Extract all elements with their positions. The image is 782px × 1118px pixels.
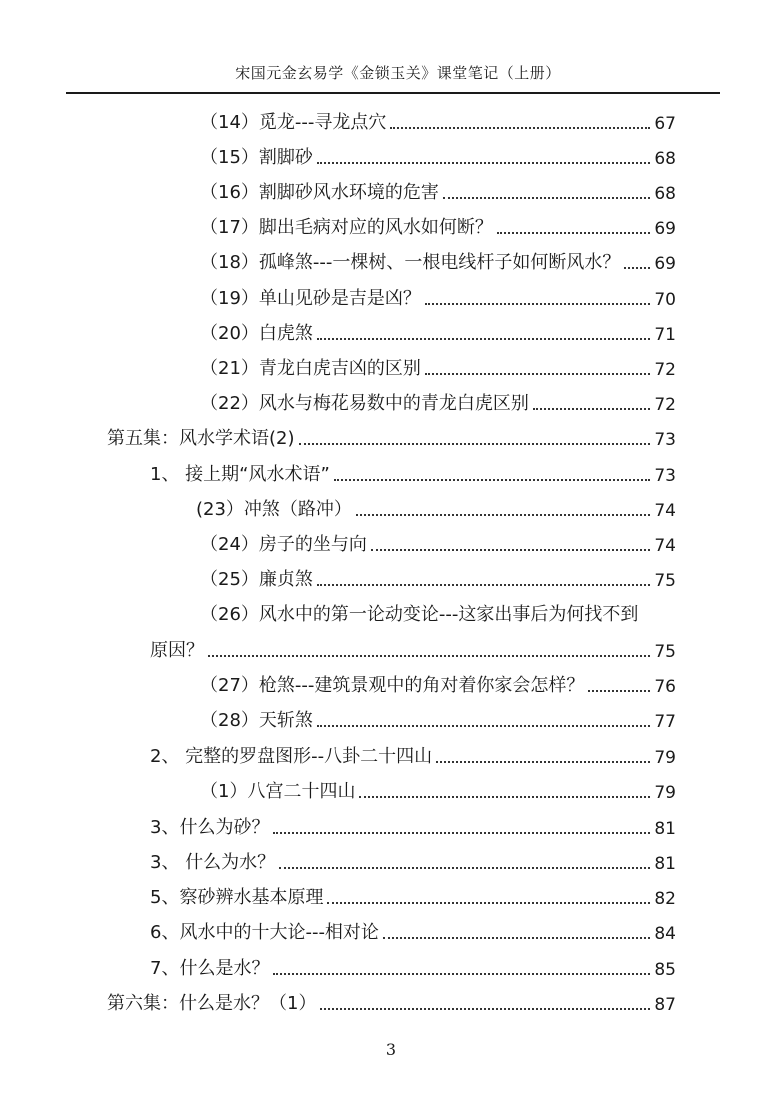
toc-entry-page: 75 [654, 571, 676, 591]
toc-entry-page: 87 [654, 995, 676, 1015]
toc-entry-title: （16）割脚砂风水环境的危害 [200, 182, 439, 203]
dot-leader [317, 584, 650, 586]
toc-entry [200, 244, 676, 274]
toc-entry [150, 738, 676, 768]
dot-leader [390, 127, 650, 129]
toc-entry [200, 596, 676, 626]
dot-leader [317, 338, 650, 340]
toc-entry-title: 2、 完整的罗盘图形--八卦二十四山 [150, 746, 433, 767]
dot-leader [359, 796, 650, 798]
toc-entry-page: 82 [654, 889, 676, 909]
toc-entry-page: 67 [654, 114, 676, 134]
toc-entry-page: 73 [654, 466, 676, 486]
toc-entry [196, 491, 676, 521]
dot-leader [624, 267, 650, 269]
dot-leader [425, 373, 650, 375]
toc-entry-title: (23）冲煞（路冲） [196, 499, 352, 520]
toc-entry-page: 75 [654, 642, 676, 662]
toc-entry-page: 79 [654, 748, 676, 768]
toc-entry-page: 79 [654, 783, 676, 803]
dot-leader [327, 902, 650, 904]
toc-entry [150, 809, 676, 839]
toc-entry-page: 81 [654, 854, 676, 874]
dot-leader [273, 832, 650, 834]
toc-entry-title: （24）房子的坐与向 [200, 534, 367, 555]
toc-entry [200, 174, 676, 204]
dot-leader [356, 514, 650, 516]
toc-entry [200, 526, 676, 556]
toc-entry [200, 561, 676, 591]
toc-entry-title: （20）白虎煞 [200, 323, 313, 344]
toc-entry [200, 350, 676, 380]
toc-entry-page: 71 [654, 325, 676, 345]
toc-entry [200, 104, 676, 134]
dot-leader [425, 303, 650, 305]
dot-leader [436, 761, 650, 763]
dot-leader [371, 549, 650, 551]
toc-entry-title: （19）单山见砂是吉是凶？ [200, 288, 421, 309]
toc-entry [200, 315, 676, 345]
toc-entry-title: 原因？ [150, 640, 204, 661]
toc-entry-continuation [150, 632, 676, 662]
toc-entry-title: 3、什么为砂？ [150, 817, 270, 838]
toc-entry-page: 72 [654, 395, 676, 415]
toc-entry-title: 5、察砂辨水基本原理 [150, 887, 324, 908]
toc-entry [150, 879, 676, 909]
toc-entry-title: （21）青龙白虎吉凶的区别 [200, 358, 421, 379]
toc-entry-title: （14）觅龙---寻龙点穴 [200, 112, 387, 133]
dot-leader [299, 443, 651, 445]
dot-leader [317, 162, 650, 164]
toc-chapter-entry [107, 420, 676, 450]
toc-entry-title: 7、什么是水？ [150, 958, 270, 979]
toc-entry [200, 280, 676, 310]
page-number: 3 [385, 1040, 397, 1059]
toc-entry-title: （22）风水与梅花易数中的青龙白虎区别 [200, 393, 529, 414]
toc-entry [200, 702, 676, 732]
toc-entry-page: 76 [654, 677, 676, 697]
header-rule [66, 92, 720, 94]
toc-entry [150, 456, 676, 486]
toc-entry [150, 950, 676, 980]
dot-leader [334, 479, 651, 481]
toc-entry-title: （17）脚出毛病对应的风水如何断？ [200, 217, 493, 238]
toc-entry-page: 69 [654, 254, 676, 274]
toc-entry-page: 74 [654, 536, 676, 556]
toc-entry-page: 74 [654, 501, 676, 521]
toc-entry [200, 209, 676, 239]
dot-leader [317, 725, 650, 727]
toc-entry-title: （1）八宫二十四山 [200, 781, 356, 802]
toc-entry-page: 69 [654, 219, 676, 239]
toc-entry [150, 914, 676, 944]
toc-entry-title: （28）天斩煞 [200, 710, 313, 731]
dot-leader [279, 867, 650, 869]
toc-entry-title: 1、 接上期“风水术语” [150, 464, 330, 485]
toc-entry [150, 844, 676, 874]
toc-entry-title: 6、风水中的十大论---相对论 [150, 922, 379, 943]
dot-leader [533, 408, 650, 410]
toc-entry-title: （25）廉贞煞 [200, 569, 313, 590]
toc-entry-page: 85 [654, 960, 676, 980]
toc-entry-page: 70 [654, 290, 676, 310]
dot-leader [443, 197, 650, 199]
toc-entry [200, 667, 676, 697]
toc-entry [200, 773, 676, 803]
toc-entry-page: 68 [654, 184, 676, 204]
toc-entry-page: 77 [654, 712, 676, 732]
toc-entry-page: 72 [654, 360, 676, 380]
toc-entry-page: 73 [654, 430, 676, 450]
toc-entry-page: 84 [654, 924, 676, 944]
toc-entry-title: （18）孤峰煞---一棵树、一根电线杆子如何断风水？ [200, 252, 621, 273]
toc-entry-title: （26）风水中的第一论动变论---这家出事后为何找不到 [200, 604, 639, 625]
toc-chapter-entry [107, 985, 676, 1015]
toc-entry-title: 第五集：风水学术语(2) [107, 428, 295, 449]
dot-leader [588, 690, 650, 692]
dot-leader [273, 973, 650, 975]
toc-entry-title: （27）枪煞---建筑景观中的角对着你家会怎样？ [200, 675, 585, 696]
toc-entry-title: 第六集：什么是水？（1） [107, 993, 317, 1014]
dot-leader [208, 655, 650, 657]
toc-entry [200, 385, 676, 415]
toc-entry-title: 3、 什么为水？ [150, 852, 276, 873]
toc-entry-page: 68 [654, 149, 676, 169]
toc-entry-page: 81 [654, 819, 676, 839]
dot-leader [497, 232, 650, 234]
dot-leader [320, 1008, 650, 1010]
running-header: 宋国元金玄易学《金锁玉关》课堂笔记（上册） [235, 64, 561, 82]
dot-leader [383, 937, 650, 939]
toc-entry-title: （15）割脚砂 [200, 147, 313, 168]
toc-entry [200, 139, 676, 169]
